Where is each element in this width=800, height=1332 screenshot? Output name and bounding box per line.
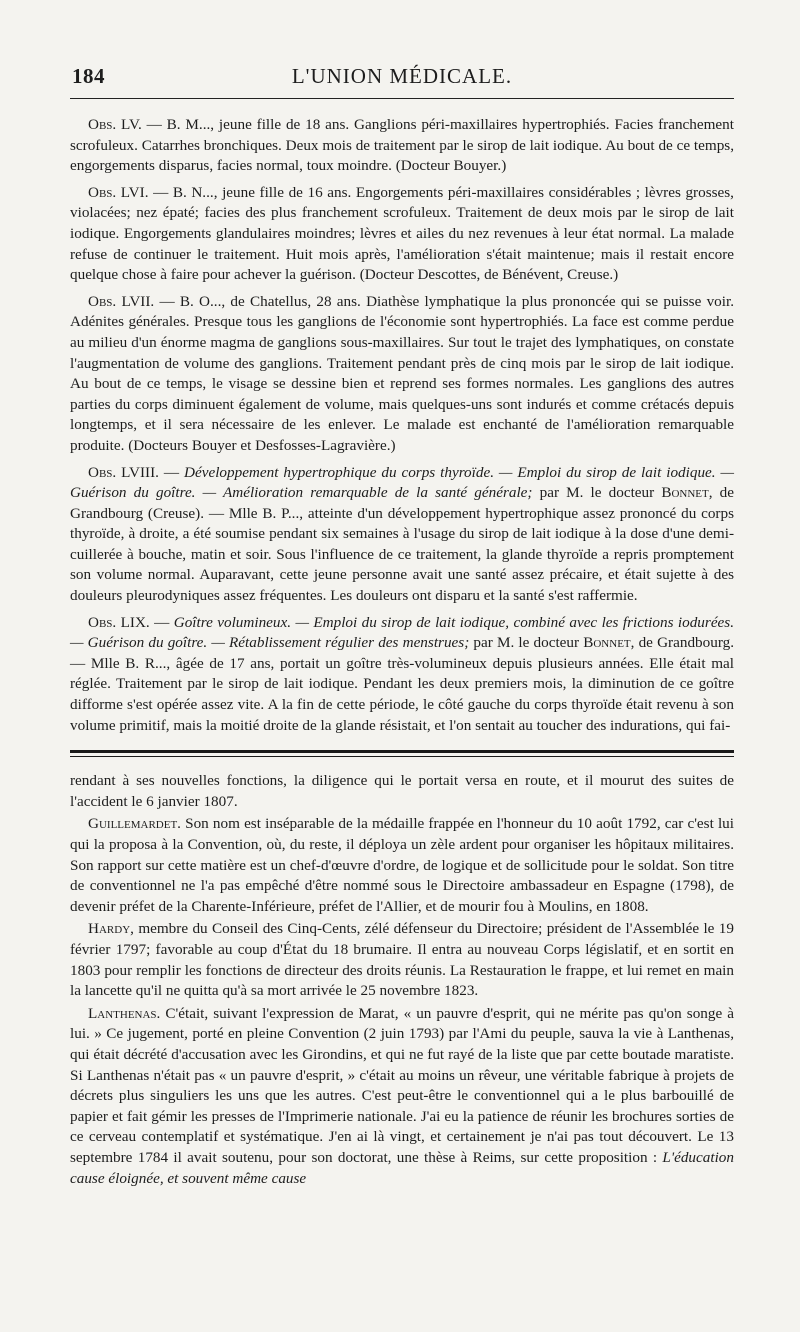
observation-lvii bbox=[70, 292, 734, 457]
observation-doctor-prefix: par M. le docteur bbox=[469, 634, 584, 652]
note-name: Hardy, bbox=[88, 920, 134, 938]
running-title: L'UNION MÉDICALE. bbox=[291, 64, 513, 88]
note-name: Lanthenas. bbox=[88, 1004, 161, 1022]
page-header bbox=[70, 64, 734, 99]
note-hardy bbox=[70, 919, 734, 1001]
observation-lvi bbox=[70, 183, 734, 286]
observation-label: Obs. LVIII. bbox=[88, 463, 159, 481]
observation-lv bbox=[70, 115, 734, 177]
observation-text: — B. N..., jeune fille de 16 ans. Engorgements péri-maxillaires considérables ; lèvres grosses, violacées; nez épaté; facies des plus franchement scrofuleux. Traitement de deux mois par le sirop de lait iodique. Engorgements glandulaires moindres; lèvres et ailes du nez revenues à leur état normal. La malade refuse de continuer le traitement. Huit mois après, l'amélioration s'était maintenue; mais il restait encore quelque chose à faire pour achever la guérison. (Docteur Descottes, de Bénévent, Creuse.) bbox=[70, 183, 734, 284]
note-text: Son nom est inséparable de la médaille frappée en l'honneur du 10 août 1792, car c'est lui qui la proposa à la Convention, où, du reste, il déploya un zèle ardent pour organiser les hôpitaux militaires. Son rapport sur cette matière est un chef-d'œuvre d'ordre, de logique et de sollicitude pour le soldat. Son titre de conventionnel ne l'a pas empêché d'être nommé sous le Directoire ambassadeur en Espagne (1798), de devenir préfet de la Charente-Inférieure, préfet de l'Allier, et de mourir fou à Moulins, en 1808. bbox=[70, 815, 734, 915]
observation-doctor: Bonnet bbox=[583, 634, 631, 652]
observation-label: Obs. LVI. bbox=[88, 183, 149, 201]
page-number: 184 bbox=[72, 64, 105, 88]
note-italic-text: L'éducation cause éloignée, et souvent même cause bbox=[70, 1148, 734, 1187]
observation-label: Obs. LV. bbox=[88, 116, 142, 133]
note-text: rendant à ses nouvelles fonctions, la diligence qui le portait versa en route, et il mourut des suites de l'accident le 6 janvier 1807. bbox=[70, 772, 734, 810]
note-lanthenas bbox=[70, 1004, 734, 1189]
observation-text: — B. O..., de Chatellus, 28 ans. Diathèse lymphatique la plus prononcée qui se puisse voir. Adénites générales. Presque tous les ganglions de l'économie sont hypertrophiés. La face est comme perdue au milieu d'un énorme magma de ganglions sous-maxillaires. Sur tout le trajet des lymphatiques, on constate l'augmentation de volume des ganglions. Traitement pendant près de cinq mois par le sirop de lait iodique. Au bout de ce temps, le visage se dessine bien et reprend ses formes normales. Les ganglions des autres parties du corps diminuent également de volume, mais quelques-uns sont indurés et comme crétacés depuis longtemps, et il sera nécessaire de les enlever. Le malade est enchanté de l'amélioration remarquable produite. (Docteurs Bouyer et Desfosses-Lagravière.) bbox=[70, 292, 734, 454]
observation-label: Obs. LVII. bbox=[88, 292, 155, 310]
observation-label: Obs. LIX. bbox=[88, 613, 150, 631]
note-text: C'était, suivant l'expression de Marat, « un pauvre d'esprit, qui ne mérite pas qu'on songe à lui. » Ce jugement, porté en pleine Convention (2 juin 1793) par l'Ami du peuple, sauva la vie à Lanthenas, qui était décrété d'accusation avec les Girondins, et qui ne fut rayé de la liste que par cette boutade maratiste. Si Lanthenas n'était pas « un pauvre d'esprit, » c'était au moins un rêveur, une véritable fabrique à projets de décrets plus singuliers les uns que les autres. C'est peut-être le conventionnel qui a le plus barbouillé de papier et fait gémir les presses de l'Imprimerie nationale. J'ai eu la patience de réunir les brochures sorties de ce cerveau contemplatif et systématique. J'en ai là vingt, et certainement je n'ai pas tout découvert. Le 13 septembre 1784 il avait soutenu, pour son doctorat, une thèse à Reims, sur cette proposition : bbox=[70, 1004, 734, 1166]
section-divider bbox=[70, 750, 734, 757]
feuilleton bbox=[70, 771, 734, 1189]
note-text: membre du Conseil des Cinq-Cents, zélé défenseur du Directoire; président de l'Assemblée le 19 février 1797; favorable au coup d'État du 18 brumaire. Il entra au nouveau Corps législatif, et en sortit en 1803 pour remplir les fonctions de directeur des droits réunis. La Restauration le frappe, et lui remet en main la lancette qu'il ne quitta qu'à sa mort arrivée le 25 novembre 1823. bbox=[70, 920, 734, 1000]
observation-text: — B. M..., jeune fille de 18 ans. Ganglions péri-maxillaires hypertrophiés. Facies franchement scrofuleux. Catarrhes bronchiques. Deux mois de traitement par le sirop de lait iodique. Au bout de ce temps, engorgements disparus, facies normal, toux moindre. (Docteur Bouyer.) bbox=[70, 116, 734, 175]
observation-title: Développement hypertrophique du corps thyroïde. — Emploi du sirop de lait iodique. — Guérison du goître. — Amélioration remarquable de la santé générale; bbox=[70, 463, 735, 502]
observation-lix: Obs. LIX. — Goître volumineux. — Emploi du sirop de lait iodique, combiné avec les frictions iodurées. — Guérison du goître. — Rétablissement régulier des menstrues; par M. le docteur Bonnet, de Grandbourg. — Mlle B. R..., âgée de 17 ans, portait un goître très-volumineux depuis plusieurs années. Elle était mal réglée. Traitement par le sirop de lait iodique. Pendant les deux premiers mois, la diminution de ce goître difforme s'est opérée assez vite. A la fin de cette période, le côté gauche du corps thyroïde était revenu à son volume primitif, mais la moitié droite de la glande résistait, et l'on sentait au toucher des indurations, qui fai- bbox=[70, 613, 735, 734]
note-guillemardet bbox=[70, 814, 734, 917]
observation-title: Goître volumineux. — Emploi du sirop de lait iodique, combiné avec les frictions iodurées. — Guérison du goître. — Rétablissement régulier des menstrues; bbox=[70, 613, 735, 652]
note-name: Guillemardet. bbox=[88, 815, 181, 833]
observation-lviii: Obs. LVIII. — Développement hypertrophique du corps thyroïde. — Emploi du sirop de lait iodique. — Guérison du goître. — Amélioration remarquable de la santé générale; par M. le docteur Bonnet, de Grandbourg (Creuse). — Mlle B. P..., atteinte d'un développement hypertrophique assez prononcé du corps thyroïde, à droite, a été soumise pendant six semaines à l'usage du sirop de lait iodique à la dose d'une demi-cuillerée à bouche, matin et soir. Sous l'influence de ce traitement, la glande thyroïde a repris promptement son volume normal. Auparavant, cette jeune personne avait une santé assez précaire, et était sujette à des douleurs pleurodyniques assez fréquentes. Les douleurs ont disparu et la santé s'est raffermie. bbox=[70, 463, 735, 605]
observation-doctor: Bonnet bbox=[661, 484, 709, 502]
observation-text: , de Grandbourg (Creuse). — Mlle B. P..., atteinte d'un développement hypertrophique assez prononcé du corps thyroïde, à droite, a été soumise pendant six semaines à l'usage du sirop de lait iodique à la dose d'une demi-cuillerée à bouche, matin et soir. Sous l'influence de ce traitement, la glande thyroïde a repris promptement son volume normal. Auparavant, cette jeune personne avait une santé assez précaire, et était sujette à des douleurs pleurodyniques assez fréquentes. Les douleurs ont disparu et la santé s'est raffermie. bbox=[70, 484, 734, 605]
observation-doctor-prefix: par M. le docteur bbox=[532, 484, 662, 502]
observation-text: , de Grandbourg. — Mlle B. R..., âgée de 17 ans, portait un goître très-volumineux depuis plusieurs années. Elle était mal réglée. Traitement par le sirop de lait iodique. Pendant les deux premiers mois, la diminution de ce goître difforme s'est opérée assez vite. A la fin de cette période, le côté gauche du corps thyroïde était revenu à son volume primitif, mais la moitié droite de la glande résistait, et l'on sentait au toucher des indurations, qui fai- bbox=[70, 634, 734, 734]
note-continuation bbox=[70, 771, 734, 812]
main-text bbox=[70, 115, 734, 736]
